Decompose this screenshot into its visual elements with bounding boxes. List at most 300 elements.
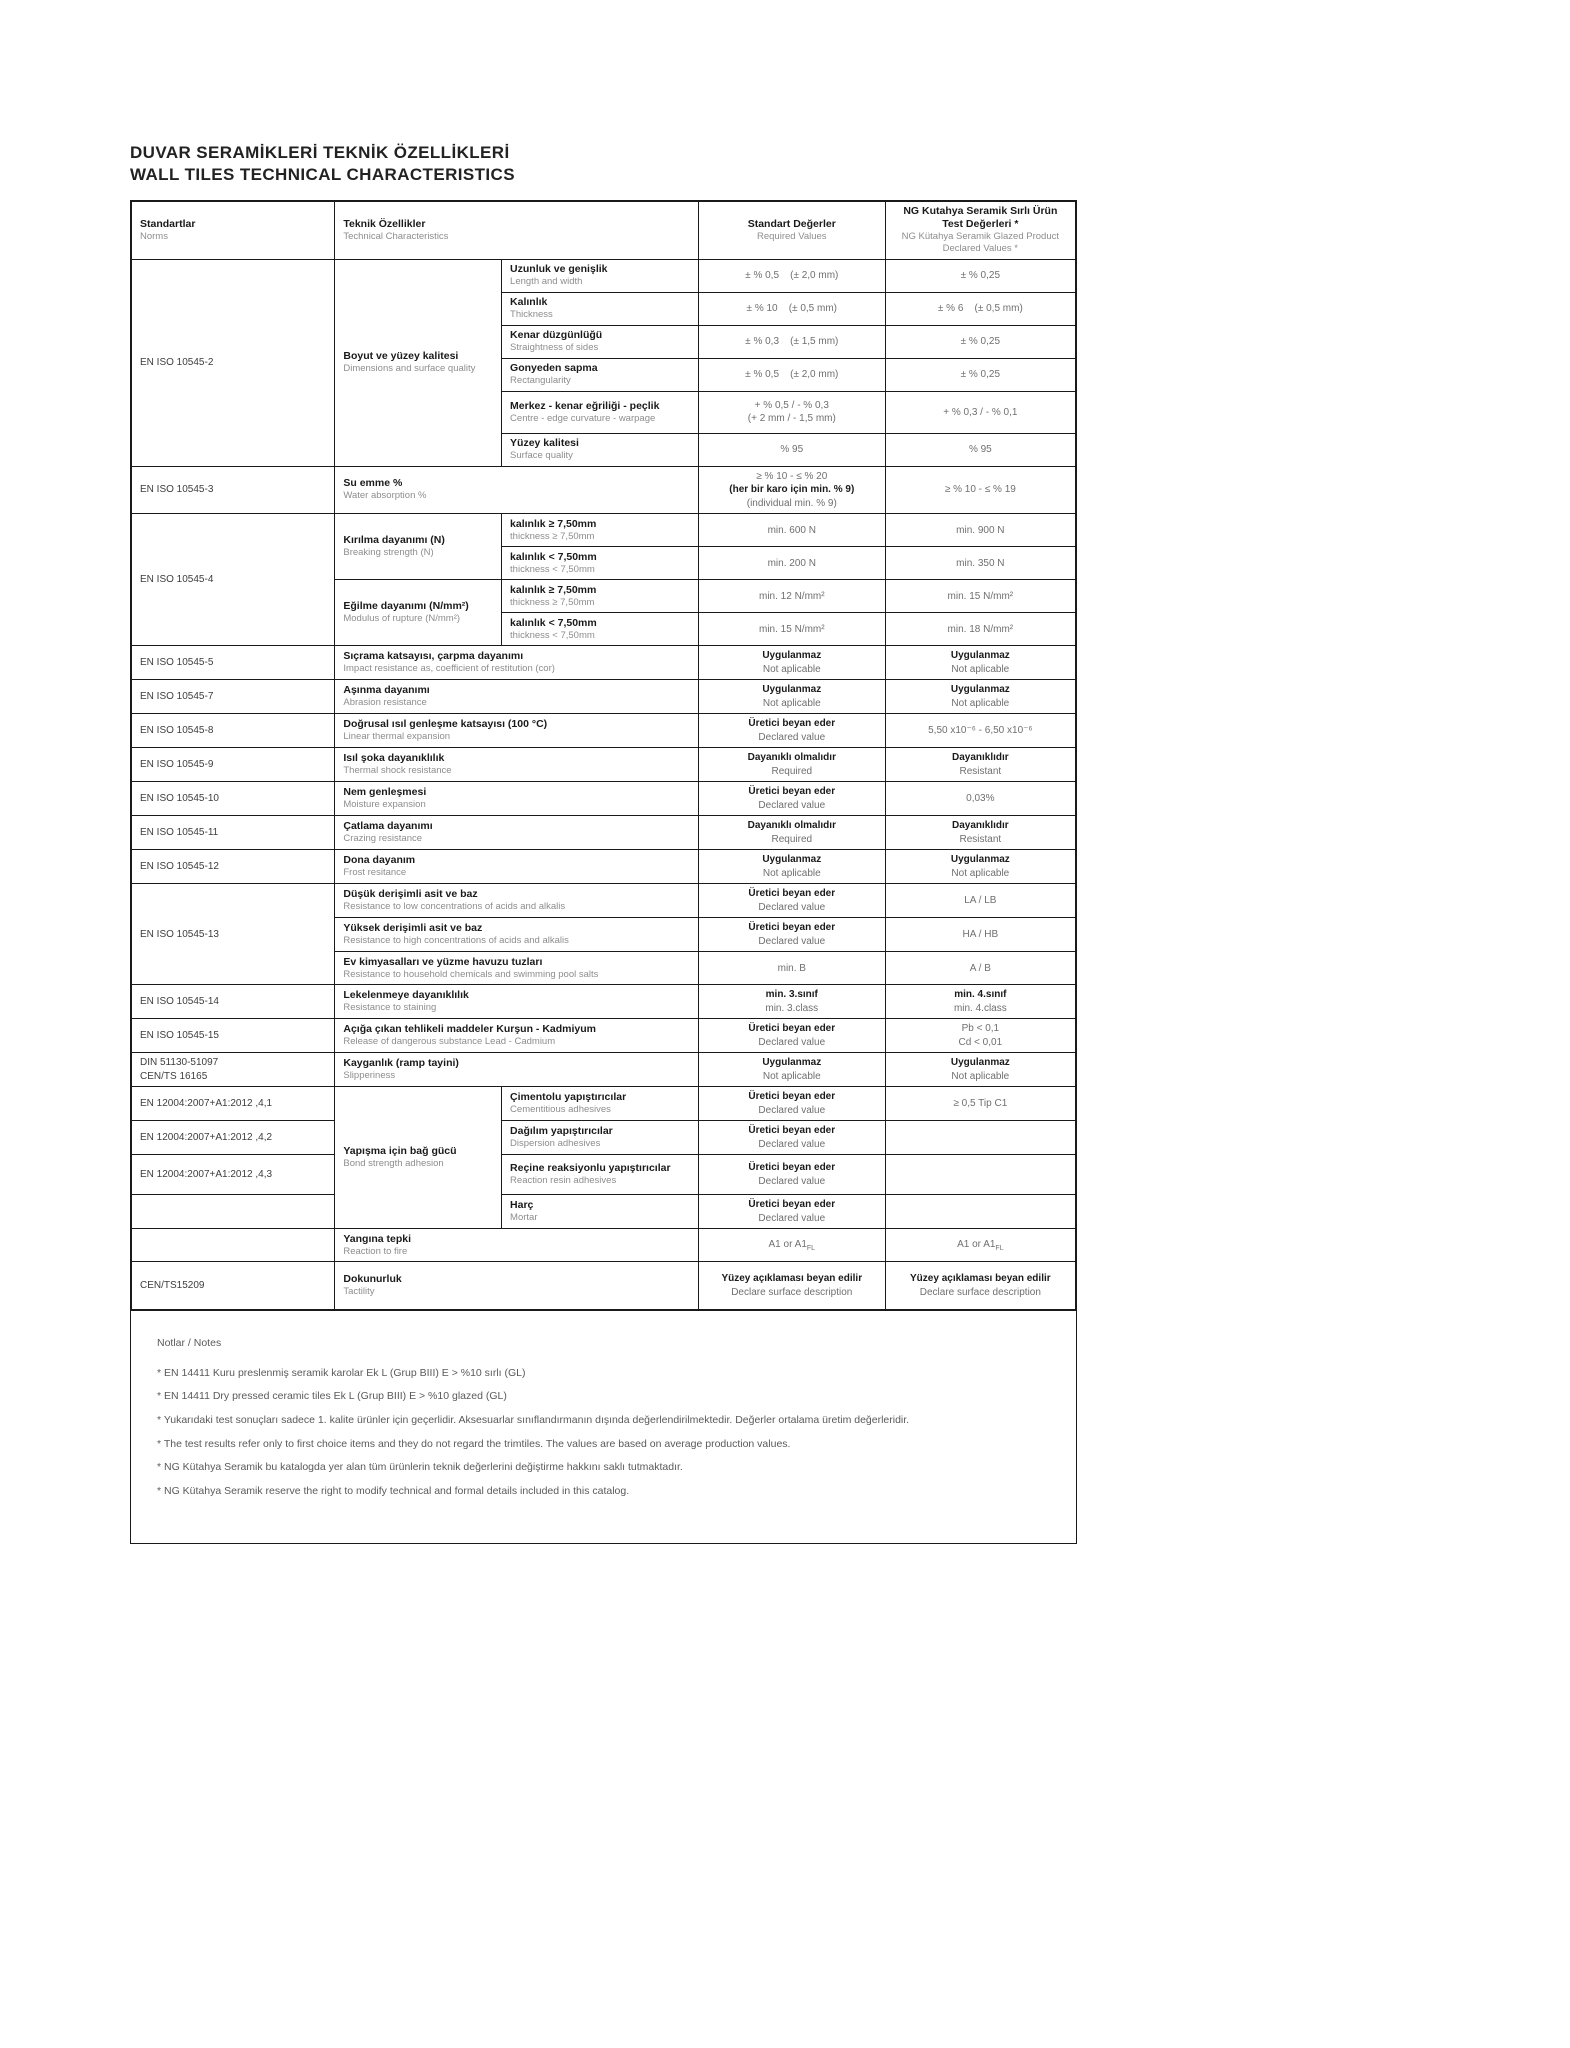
sub-label-tr: Uzunluk ve genişlik (510, 263, 608, 276)
norm-label: EN ISO 10545-8 (140, 725, 214, 737)
notes-heading: Notlar / Notes (157, 1336, 222, 1349)
header-declared-en: NG Kütahya Seramik Glazed Product Declared Values * (901, 231, 1060, 255)
required-value-cell (698, 514, 885, 547)
char-label-en: Resistance to high concentrations of acids and alkalis (343, 935, 569, 947)
norm-cell (131, 985, 335, 1019)
table-row (131, 680, 1076, 714)
norm-cell (131, 1229, 335, 1262)
declared-value-cell (885, 433, 1076, 466)
norm-cell (131, 1053, 335, 1087)
char-label-tr: Lekelenmeye dayanıklılık (343, 989, 469, 1002)
sub-label-tr: Kalınlık (510, 296, 548, 309)
sub-label-tr: Yüzey kalitesi (510, 437, 579, 450)
required-value: Üretici beyan eder (748, 1091, 836, 1103)
required-value-cell (698, 547, 885, 580)
declared-value: + % 0,3 / - % 0,1 (943, 406, 1018, 418)
required-value: ± % 0,3 (± 1,5 mm) (745, 336, 839, 348)
norm-cell (131, 816, 335, 850)
declared-value-cell (885, 292, 1076, 325)
table-row (131, 1262, 1076, 1310)
characteristic-cell (335, 1262, 699, 1310)
declared-value-cell (885, 358, 1076, 391)
sub-characteristic-cell (502, 259, 699, 292)
characteristic-cell (335, 646, 699, 680)
table-row (131, 1229, 1076, 1262)
norm-label: EN ISO 10545-4 (140, 574, 214, 586)
required-value: ± % 0,5 (± 2,0 mm) (745, 270, 839, 282)
required-value: Üretici beyan eder (748, 1023, 836, 1035)
char-label-en: Frost resitance (343, 867, 407, 879)
table-row (131, 1019, 1076, 1053)
characteristic-cell (335, 259, 502, 466)
page-title-english: WALL TILES TECHNICAL CHARACTERISTICS (130, 165, 515, 185)
header-tech-en: Technical Characteristics (343, 230, 449, 242)
char-label-tr: Ev kimyasalları ve yüzme havuzu tuzları (343, 955, 543, 968)
characteristic-cell (335, 714, 699, 748)
declared-value: A / B (969, 962, 991, 974)
required-value-cell (698, 580, 885, 613)
declared-value-cell (885, 952, 1076, 985)
note-line: * The test results refer only to first choice items and they do not regard the trimtiles. The values are based on average production values. (157, 1437, 791, 1450)
required-value-line2: (her bir karo için min. % 9) (729, 484, 855, 496)
declared-value-en: Not aplicable (951, 1070, 1010, 1082)
declared-value: ≥ % 10 - ≤ % 19 (944, 484, 1016, 496)
sub-characteristic-cell (502, 547, 699, 580)
declared-value: 5,50 x10⁻⁶ - 6,50 x10⁻⁶ (928, 725, 1033, 737)
declared-value-cell (885, 1195, 1076, 1229)
declared-value: ± % 0,25 (960, 369, 1001, 381)
char-label-tr: Kırılma dayanımı (N) (343, 534, 445, 547)
required-value: min. 600 N (767, 524, 816, 536)
sub-label-tr: kalınlık ≥ 7,50mm (510, 517, 597, 530)
declared-value-cell (885, 1155, 1076, 1195)
norm-label: DIN 51130-51097 (140, 1057, 219, 1069)
char-label-en: Reaction to fire (343, 1245, 408, 1257)
required-value-en: Declared value (758, 1175, 826, 1187)
required-value-cell (698, 1262, 885, 1310)
declared-value-en: min. 4.class (953, 1002, 1007, 1014)
table-row (131, 1195, 1076, 1229)
norm-cell (131, 514, 335, 646)
declared-value: Dayanıklıdır (951, 752, 1009, 764)
table-row (131, 466, 1076, 514)
char-label-tr: Eğilme dayanımı (N/mm²) (343, 600, 469, 613)
sub-label-tr: Çimentolu yapıştırıcılar (510, 1091, 627, 1104)
norm-label: EN ISO 10545-5 (140, 657, 214, 669)
table-row (131, 985, 1076, 1019)
required-value: Üretici beyan eder (748, 888, 836, 900)
required-value: Uygulanmaz (762, 1057, 822, 1069)
declared-value: LA / LB (964, 895, 997, 907)
characteristic-cell (335, 580, 502, 646)
declared-value-cell (885, 1262, 1076, 1310)
table-row (131, 714, 1076, 748)
fire-class-subscript: FL (995, 1244, 1004, 1252)
char-label-tr: Açığa çıkan tehlikeli maddeler Kurşun - Kadmiyum (343, 1023, 597, 1036)
char-label-tr: Su emme % (343, 477, 403, 490)
required-value: Dayanıklı olmalıdır (747, 820, 836, 832)
note-line: * NG Kütahya Seramik bu katalogda yer alan tüm ürünlerin teknik değerlerini değiştirme hakkını saklı tutmaktadır. (157, 1461, 683, 1474)
sub-label-en: thickness ≥ 7,50mm (510, 596, 595, 608)
required-value-line2: (+ 2 mm / - 1,5 mm) (747, 413, 836, 425)
declared-value: Uygulanmaz (950, 1057, 1010, 1069)
declared-value-cell (885, 613, 1076, 646)
required-value-cell (698, 292, 885, 325)
char-label-tr: Dokunurluk (343, 1272, 402, 1285)
declared-value: Pb < 0,1 (961, 1023, 1000, 1035)
required-value: min. 200 N (767, 557, 816, 569)
norm-cell (131, 646, 335, 680)
characteristic-cell (335, 816, 699, 850)
norm-label: CEN/TS15209 (140, 1279, 205, 1291)
characteristic-cell (335, 748, 699, 782)
sub-characteristic-cell (502, 1087, 699, 1121)
char-label-en: Release of dangerous substance Lead - Cadmium (343, 1036, 556, 1048)
declared-value-cell (885, 884, 1076, 918)
table-row (131, 1155, 1076, 1195)
header-norms-tr: Standartlar (140, 217, 196, 230)
page-title-turkish: DUVAR SERAMİKLERİ TEKNİK ÖZELLİKLERİ (130, 143, 510, 162)
header-required-values (698, 201, 885, 259)
declared-value-cell (885, 985, 1076, 1019)
characteristic-cell (335, 466, 699, 514)
page-title (130, 142, 1077, 187)
required-value-en: min. 3.class (765, 1002, 819, 1014)
sub-label-en: Length and width (510, 276, 583, 288)
declared-value-cell (885, 391, 1076, 433)
required-value: Üretici beyan eder (748, 718, 836, 730)
char-label-en: Breaking strength (N) (343, 547, 434, 559)
required-value-cell (698, 748, 885, 782)
declared-value-cell (885, 1053, 1076, 1087)
norm-label: EN ISO 10545-3 (140, 484, 214, 496)
header-declared-values (885, 201, 1076, 259)
characteristic-cell (335, 514, 502, 580)
declared-value: min. 15 N/mm² (947, 590, 1014, 602)
char-label-tr: Boyut ve yüzey kalitesi (343, 350, 459, 363)
norm-cell (131, 466, 335, 514)
required-value-en: Declared value (758, 731, 826, 743)
table-row (131, 816, 1076, 850)
required-value-cell (698, 1019, 885, 1053)
characteristic-cell (335, 1229, 699, 1262)
required-value: Uygulanmaz (762, 854, 822, 866)
norm-label: EN ISO 10545-10 (140, 793, 219, 805)
declared-value-cell (885, 782, 1076, 816)
sub-label-tr: kalınlık < 7,50mm (510, 616, 597, 629)
required-value: Üretici beyan eder (748, 1162, 836, 1174)
table-row (131, 782, 1076, 816)
required-value-en: Not aplicable (762, 663, 821, 675)
norm-label: EN 12004:2007+A1:2012 ,4,1 (140, 1098, 273, 1110)
table-header-row (131, 201, 1076, 259)
required-value: Üretici beyan eder (748, 1125, 836, 1137)
required-value: Yüzey açıklaması beyan edilir (721, 1273, 863, 1285)
required-value-en: Declared value (758, 1138, 826, 1150)
declared-value-cell (885, 850, 1076, 884)
char-label-tr: Dona dayanım (343, 854, 416, 867)
norm-cell (131, 884, 335, 985)
header-norms-en: Norms (140, 230, 168, 242)
sub-characteristic-cell (502, 433, 699, 466)
norm-label-line2: CEN/TS 16165 (140, 1070, 208, 1082)
sub-label-en: thickness < 7,50mm (510, 563, 595, 575)
table-row (131, 646, 1076, 680)
declared-value: % 95 (968, 444, 992, 456)
declared-value-cell (885, 580, 1076, 613)
norm-label: EN 12004:2007+A1:2012 ,4,3 (140, 1169, 273, 1181)
notes-section (130, 1311, 1077, 1544)
required-value-en: Declared value (758, 1212, 826, 1224)
char-label-en: Slipperiness (343, 1070, 396, 1082)
required-value-line3: (individual min. % 9) (746, 497, 837, 509)
note-line: * Yukarıdaki test sonuçları sadece 1. kalite ürünler için geçerlidir. Aksesuarlar sınıflandırmanın dışında değerlendirilmektedir. Değerler ortalama üretim değerleridir. (157, 1414, 910, 1427)
header-required-tr: Standart Değerler (747, 217, 836, 230)
table-row (131, 850, 1076, 884)
declared-value: Uygulanmaz (950, 854, 1010, 866)
required-value: Üretici beyan eder (748, 922, 836, 934)
required-value-cell (698, 433, 885, 466)
required-value: min. 15 N/mm² (759, 623, 825, 635)
sub-label-en: thickness ≥ 7,50mm (510, 530, 595, 542)
header-norms (131, 201, 335, 259)
declared-value: 0,03% (966, 793, 995, 805)
declared-value: min. 350 N (956, 557, 1005, 569)
char-label-en: Linear thermal expansion (343, 731, 451, 743)
declared-value-cell (885, 714, 1076, 748)
table-row (131, 884, 1076, 918)
declared-value: Dayanıklıdır (951, 820, 1009, 832)
sub-label-tr: Reçine reaksiyonlu yapıştırıcılar (510, 1162, 671, 1175)
table-row (131, 1053, 1076, 1087)
sub-label-en: Surface quality (510, 450, 573, 462)
sub-characteristic-cell (502, 1155, 699, 1195)
note-line: * NG Kütahya Seramik reserve the right to modify technical and formal details included in this catalog. (157, 1485, 630, 1498)
norm-cell (131, 782, 335, 816)
declared-value: A1 or $A1_{FL}$ (957, 1238, 1004, 1252)
declared-value: ± % 6 (± 0,5 mm) (937, 303, 1023, 315)
norm-label: EN ISO 10545-12 (140, 861, 219, 873)
char-label-en: Water absorption % (343, 490, 427, 502)
char-label-en: Moisture expansion (343, 799, 426, 811)
required-value: ≥ % 10 - ≤ % 20 (756, 470, 828, 482)
header-technical-characteristics (335, 201, 699, 259)
declared-value-en: Not aplicable (951, 867, 1010, 879)
required-value-cell (698, 259, 885, 292)
required-value-cell (698, 680, 885, 714)
char-label-en: Abrasion resistance (343, 697, 427, 709)
sub-label-tr: kalınlık ≥ 7,50mm (510, 583, 597, 596)
required-value-cell (698, 1053, 885, 1087)
char-label-en: Dimensions and surface quality (343, 363, 476, 375)
sub-label-en: Rectangularity (510, 375, 571, 387)
characteristic-cell (335, 1087, 502, 1229)
char-label-tr: Doğrusal ısıl genleşme katsayısı (100 °C) (343, 718, 548, 731)
required-value-cell (698, 1155, 885, 1195)
characteristic-cell (335, 884, 699, 918)
sub-label-en: Dispersion adhesives (510, 1138, 601, 1150)
required-value-en: Not aplicable (762, 697, 821, 709)
norm-label: EN ISO 10545-15 (140, 1030, 219, 1042)
char-label-en: Resistance to staining (343, 1002, 437, 1014)
header-declared-tr: NG Kutahya Seramik Sırlı Ürün Test Değerleri * (903, 204, 1058, 230)
declared-value-cell (885, 1121, 1076, 1155)
sub-label-en: Centre - edge curvature - warpage (510, 412, 656, 424)
required-value-en: Declared value (758, 1104, 826, 1116)
sub-label-tr: Harç (510, 1199, 534, 1212)
declared-value-en: Resistant (959, 765, 1002, 777)
required-value-cell (698, 884, 885, 918)
technical-characteristics-table (130, 200, 1077, 1311)
characteristic-cell (335, 1019, 699, 1053)
norm-cell (131, 850, 335, 884)
fire-class-subscript: FL (806, 1244, 816, 1252)
note-line: * EN 14411 Kuru preslenmiş seramik karolar Ek L (Grup BIII) E > %10 sırlı (GL) (157, 1366, 526, 1379)
char-label-tr: Nem genleşmesi (343, 786, 427, 799)
char-label-en: Modulus of rupture (N/mm²) (343, 613, 461, 625)
required-value-en: Declare surface description (731, 1286, 853, 1298)
table-row (131, 514, 1076, 547)
char-label-en: Thermal shock resistance (343, 765, 452, 777)
required-value: min. B (777, 962, 806, 974)
required-value: Uygulanmaz (762, 684, 822, 696)
declared-value-cell (885, 816, 1076, 850)
required-value-cell (698, 850, 885, 884)
sub-characteristic-cell (502, 292, 699, 325)
content-area (130, 142, 1077, 1544)
sub-characteristic-cell (502, 580, 699, 613)
norm-label: EN ISO 10545-2 (140, 357, 214, 369)
declared-value-cell (885, 325, 1076, 358)
sub-label-tr: kalınlık < 7,50mm (510, 550, 597, 563)
char-label-tr: Çatlama dayanımı (343, 820, 433, 833)
declared-value: ± % 0,25 (960, 270, 1001, 282)
required-value: A1 or $A1_{FL}$ (768, 1238, 816, 1252)
characteristic-cell (335, 680, 699, 714)
sub-label-tr: Gonyeden sapma (510, 362, 598, 375)
norm-cell (131, 259, 335, 466)
required-value-cell (698, 325, 885, 358)
required-value-en: Not aplicable (762, 1070, 821, 1082)
declared-value-cell (885, 466, 1076, 514)
required-value: Dayanıklı olmalıdır (747, 752, 836, 764)
sub-characteristic-cell (502, 514, 699, 547)
declared-value-cell (885, 547, 1076, 580)
declared-value-line2: Cd < 0,01 (958, 1036, 1003, 1048)
declared-value: min. 4.sınıf (954, 989, 1007, 1001)
note-line: * EN 14411 Dry pressed ceramic tiles Ek L (Grup BIII) E > %10 glazed (GL) (157, 1390, 507, 1403)
required-value: ± % 10 (± 0,5 mm) (746, 303, 837, 315)
required-value-cell (698, 358, 885, 391)
declared-value-en: Not aplicable (951, 663, 1010, 675)
required-value-cell (698, 391, 885, 433)
sub-label-tr: Kenar düzgünlüğü (510, 329, 603, 342)
char-label-tr: Sıçrama katsayısı, çarpma dayanımı (343, 650, 524, 663)
characteristic-cell (335, 850, 699, 884)
required-value: Uygulanmaz (762, 650, 822, 662)
norm-label: EN 12004:2007+A1:2012 ,4,2 (140, 1132, 273, 1144)
required-value-en: Declared value (758, 799, 826, 811)
sub-label-en: Mortar (510, 1212, 538, 1224)
required-value: min. 3.sınıf (765, 989, 818, 1001)
norm-cell (131, 1121, 335, 1155)
sub-characteristic-cell (502, 391, 699, 433)
sub-label-en: Thickness (510, 309, 553, 321)
norm-cell (131, 1019, 335, 1053)
norm-cell (131, 1262, 335, 1310)
sub-characteristic-cell (502, 358, 699, 391)
required-value-cell (698, 714, 885, 748)
declared-value-en: Not aplicable (951, 697, 1010, 709)
char-label-tr: Yüksek derişimli asit ve baz (343, 922, 483, 935)
declared-value: ± % 0,25 (960, 336, 1001, 348)
declared-value-cell (885, 259, 1076, 292)
char-label-tr: Isıl şoka dayanıklılık (343, 752, 445, 765)
norm-cell (131, 714, 335, 748)
declared-value: ≥ 0,5 Tip C1 (953, 1098, 1008, 1110)
required-value-en: Declared value (758, 935, 826, 947)
required-value: min. 12 N/mm² (759, 590, 825, 602)
declared-value-cell (885, 918, 1076, 952)
required-value-cell (698, 816, 885, 850)
char-label-en: Resistance to low concentrations of acids and alkalis (343, 901, 566, 913)
norm-label: EN ISO 10545-7 (140, 691, 214, 703)
required-value-cell (698, 918, 885, 952)
required-value-cell (698, 952, 885, 985)
norm-cell (131, 680, 335, 714)
char-label-en: Impact resistance as, coefficient of restitution (cor) (343, 663, 555, 675)
required-value-cell (698, 985, 885, 1019)
required-value-cell (698, 1195, 885, 1229)
required-value-cell (698, 1087, 885, 1121)
table-row (131, 1087, 1076, 1121)
declared-value: Yüzey açıklaması beyan edilir (910, 1273, 1051, 1285)
norm-label: EN ISO 10545-13 (140, 928, 219, 940)
norm-cell (131, 1155, 335, 1195)
sub-label-tr: Merkez - kenar eğriliği - peçlik (510, 399, 660, 412)
required-value: Üretici beyan eder (748, 786, 836, 798)
table-row (131, 259, 1076, 292)
declared-value-cell (885, 646, 1076, 680)
required-value: + % 0,5 / - % 0,3 (754, 399, 829, 411)
declared-value: Uygulanmaz (950, 650, 1010, 662)
char-label-en: Bond strength adhesion (343, 1158, 444, 1170)
sub-label-en: Straightness of sides (510, 342, 599, 354)
norm-cell (131, 748, 335, 782)
char-label-en: Tactility (343, 1285, 375, 1297)
sub-label-en: Cementitious adhesives (510, 1104, 611, 1116)
sub-label-en: thickness < 7,50mm (510, 629, 595, 641)
required-value-cell (698, 782, 885, 816)
required-value: Üretici beyan eder (748, 1199, 836, 1211)
sub-characteristic-cell (502, 1195, 699, 1229)
required-value-en: Declared value (758, 1036, 826, 1048)
characteristic-cell (335, 1053, 699, 1087)
required-value-en: Required (771, 765, 813, 777)
declared-value-cell (885, 1229, 1076, 1262)
declared-value-cell (885, 514, 1076, 547)
norm-label: EN ISO 10545-11 (140, 827, 219, 839)
declared-value: Uygulanmaz (950, 684, 1010, 696)
char-label-en: Resistance to household chemicals and swimming pool salts (343, 968, 599, 980)
declared-value-cell (885, 748, 1076, 782)
norm-label: EN ISO 10545-9 (140, 759, 214, 771)
required-value-en: Declared value (758, 901, 826, 913)
declared-value-en: Declare surface description (919, 1286, 1041, 1298)
required-value-cell (698, 613, 885, 646)
required-value: ± % 0,5 (± 2,0 mm) (745, 369, 839, 381)
declared-value-cell (885, 1087, 1076, 1121)
